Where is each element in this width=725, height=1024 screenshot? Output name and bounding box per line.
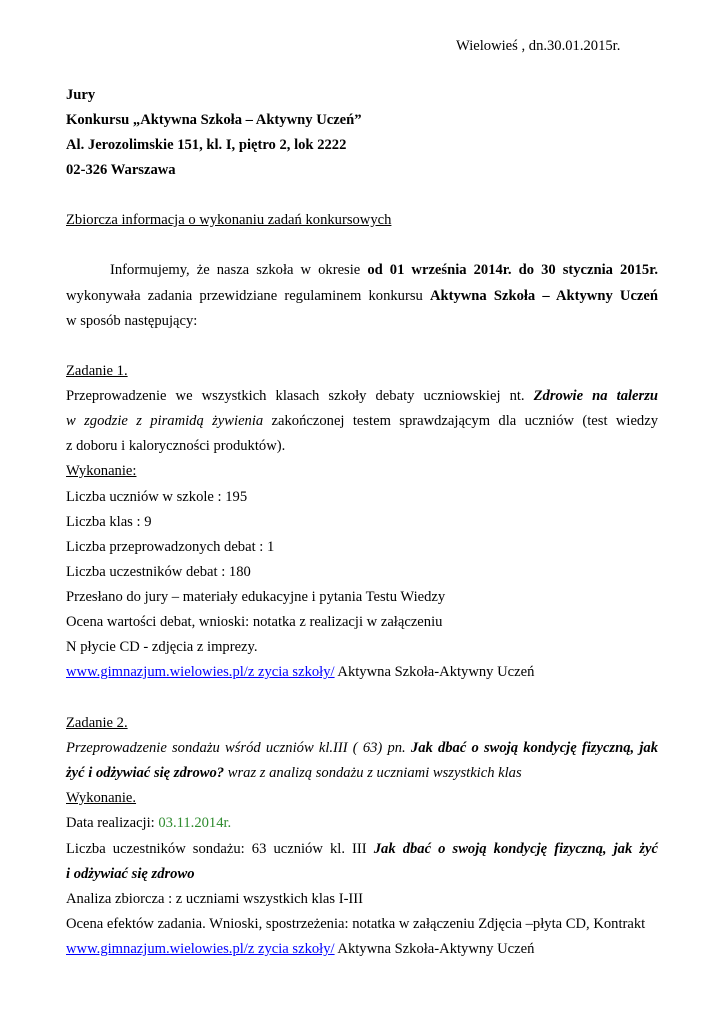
date-line: Wielowieś , dn.30.01.2015r.: [456, 38, 621, 54]
task2-desc-line-2: [66, 763, 522, 783]
task1-exec-heading: Wykonanie:: [66, 463, 137, 479]
intro-period: od 01 września 2014r. do 30 stycznia 2015r.: [367, 262, 658, 278]
task2-date-value: 03.11.2014r.: [158, 815, 232, 831]
task2-desc-a: Przeprowadzenie sondażu wśród uczniów kl.III ( 63) pn.: [66, 740, 411, 756]
task1-desc-line-3: z doboru i kaloryczności produktów).: [66, 438, 286, 454]
task2-link-line: [66, 939, 534, 959]
task1-item: Przesłano do jury – materiały edukacyjne i pytania Testu Wiedzy: [66, 589, 446, 605]
address-line-2: Konkursu „Aktywna Szkoła – Aktywny Uczeń”: [66, 112, 362, 128]
address-line-1: Jury: [66, 87, 96, 103]
task1-item: Liczba uczestników debat : 180: [66, 564, 251, 580]
task2-desc-title-a: Jak dbać o swoją kondycję fizyczną, jak: [410, 740, 658, 756]
task1-heading: Zadanie 1.: [66, 363, 128, 379]
intro-line-3: w sposób następujący:: [66, 313, 198, 329]
task1-item: Liczba uczniów w szkole : 195: [66, 489, 248, 505]
task2-participants-line-2: i odżywiać się zdrowo: [66, 866, 195, 882]
task1-desc-title-b: w zgodzie z piramidą żywienia: [66, 413, 264, 429]
task1-link-line: [66, 662, 534, 682]
address-line-4: 02-326 Warszawa: [66, 162, 176, 178]
task2-desc-b: wraz z analizą sondażu z uczniami wszystkich klas: [224, 765, 522, 781]
intro-contest: Aktywna Szkoła – Aktywny Uczeń: [429, 288, 658, 304]
task2-website-link[interactable]: www.gimnazjum.wielowies.pl/z zycia szkoły/: [66, 941, 335, 957]
task1-item: Liczba przeprowadzonych debat : 1: [66, 539, 275, 555]
task1-desc-line-2: [66, 411, 658, 431]
task1-item: N płycie CD - zdjęcia z imprezy.: [66, 639, 258, 655]
intro-text-1: Informujemy, że nasza szkoła w okresie: [110, 262, 368, 278]
task2-date-line: [66, 813, 231, 833]
task1-item: Ocena wartości debat, wnioski: notatka z realizacji w załączeniu: [66, 614, 443, 630]
task1-desc-line-1: [66, 386, 658, 406]
task1-desc-a: Przeprowadzenie we wszystkich klasach szkoły debaty uczniowskiej nt.: [66, 388, 534, 404]
intro-text-2: wykonywała zadania przewidziane regulaminem konkursu: [66, 288, 430, 304]
task2-heading: Zadanie 2.: [66, 715, 128, 731]
task1-desc-title-a: Zdrowie na talerzu: [533, 388, 658, 404]
task2-date-label: Data realizacji:: [66, 815, 159, 831]
task2-exec-heading: Wykonanie.: [66, 790, 137, 806]
task2-link-suffix: Aktywna Szkoła-Aktywny Uczeń: [334, 941, 535, 957]
task2-evaluation: Ocena efektów zadania. Wnioski, spostrzeżenia: notatka w załączeniu Zdjęcia –płyta CD, Kontrakt: [66, 916, 646, 932]
address-line-3: Al. Jerozolimskie 151, kl. I, piętro 2, lok 2222: [66, 137, 347, 153]
task2-participants-a: Liczba uczestników sondażu: 63 uczniów kl. III: [66, 841, 374, 857]
task1-link-suffix: Aktywna Szkoła-Aktywny Uczeń: [334, 664, 535, 680]
task2-analysis: Analiza zbiorcza : z uczniami wszystkich klas I-III: [66, 891, 364, 907]
task2-desc-line-1: [66, 738, 658, 758]
intro-line-1: [110, 260, 658, 280]
intro-line-2: [66, 286, 658, 306]
task2-desc-title-b: żyć i odżywiać się zdrowo?: [66, 765, 225, 781]
task1-item: Liczba klas : 9: [66, 514, 152, 530]
task1-website-link[interactable]: www.gimnazjum.wielowies.pl/z zycia szkoły/: [66, 664, 335, 680]
task2-participants-line-1: [66, 839, 658, 859]
task1-desc-b: zakończonej testem sprawdzającym dla uczniów (test wiedzy: [263, 413, 659, 429]
subject-line: Zbiorcza informacja o wykonaniu zadań konkursowych: [66, 212, 392, 228]
task2-participants-title-a: Jak dbać o swoją kondycję fizyczną, jak żyć: [373, 841, 658, 857]
